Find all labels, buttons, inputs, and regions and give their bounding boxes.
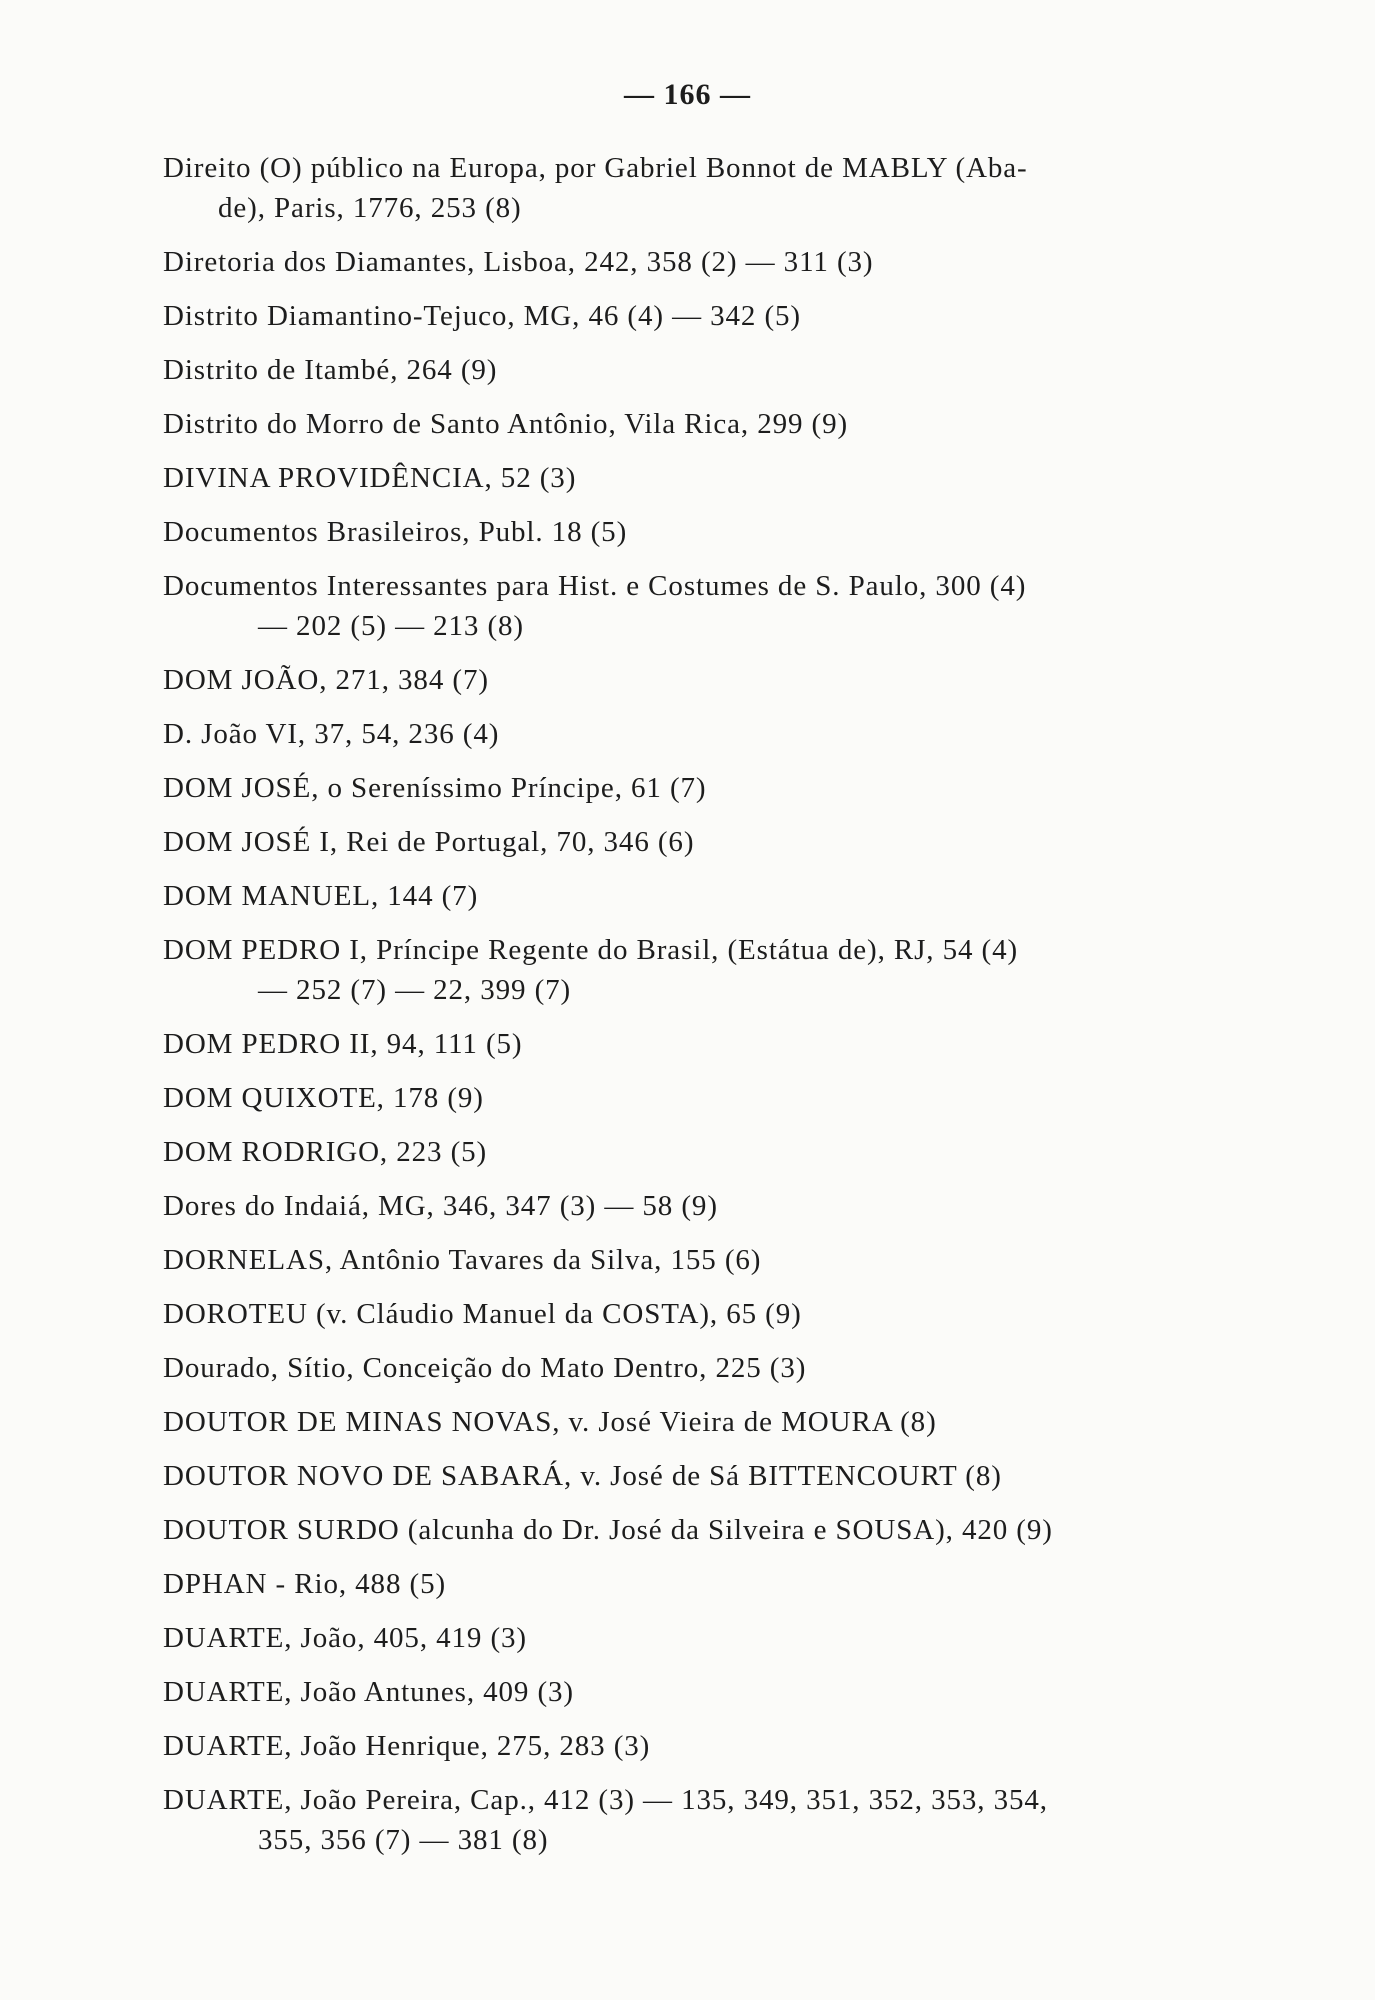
index-entry xyxy=(163,822,1203,862)
index-entry-text: Dourado, Sítio, Conceição do Mato Dentro, 225 (3) xyxy=(163,1352,807,1384)
index-entry-text: DUARTE, João Pereira, Cap., 412 (3) — 135, 349, 351, 352, 353, 354, xyxy=(163,1784,1048,1816)
index-entry xyxy=(163,1024,1203,1064)
index-entry xyxy=(163,1510,1203,1550)
page-number: — 166 — xyxy=(624,78,751,111)
index-entry-text: DOUTOR NOVO DE SABARÁ, v. José de Sá BITTENCOURT (8) xyxy=(163,1460,1002,1492)
index-entry xyxy=(163,1348,1203,1388)
index-entry xyxy=(163,1672,1203,1712)
index-entry xyxy=(163,512,1203,552)
index-entry-text: Distrito de Itambé, 264 (9) xyxy=(163,354,498,386)
index-entry xyxy=(163,1132,1203,1172)
index-entry-text: DOUTOR DE MINAS NOVAS, v. José Vieira de MOURA (8) xyxy=(163,1406,937,1438)
index-entry-text: DOM JOSÉ, o Sereníssimo Príncipe, 61 (7) xyxy=(163,772,707,804)
index-entry xyxy=(163,404,1203,444)
index-entry xyxy=(163,242,1203,282)
index-entry-text: DPHAN - Rio, 488 (5) xyxy=(163,1568,447,1600)
index-entry-text: DOROTEU (v. Cláudio Manuel da COSTA), 65 (9) xyxy=(163,1298,802,1330)
index-entry xyxy=(163,1294,1203,1334)
index-entry xyxy=(163,148,1203,228)
index-entry-continuation: — 202 (5) — 213 (8) xyxy=(258,610,524,642)
index-entry-text: Dores do Indaiá, MG, 346, 347 (3) — 58 (9) xyxy=(163,1190,718,1222)
index-entry-text: DOM JOÃO, 271, 384 (7) xyxy=(163,664,489,696)
index-entry xyxy=(163,1564,1203,1604)
index-entry xyxy=(163,1402,1203,1442)
index-entry xyxy=(163,566,1203,646)
index-entry-text: DOM PEDRO II, 94, 111 (5) xyxy=(163,1028,523,1060)
index-entry xyxy=(163,1186,1203,1226)
index-entry-text: DOM RODRIGO, 223 (5) xyxy=(163,1136,488,1168)
index-entry xyxy=(163,1726,1203,1766)
index-entry xyxy=(163,930,1203,1010)
index-entry xyxy=(163,1456,1203,1496)
index-entry xyxy=(163,768,1203,808)
index-entry-text: DUARTE, João Henrique, 275, 283 (3) xyxy=(163,1730,651,1762)
index-entry-text: DORNELAS, Antônio Tavares da Silva, 155 (6) xyxy=(163,1244,762,1276)
index-entry-text: DOM MANUEL, 144 (7) xyxy=(163,880,479,912)
index-entry-text: Distrito do Morro de Santo Antônio, Vila Rica, 299 (9) xyxy=(163,408,849,440)
index-entry-text: D. João VI, 37, 54, 236 (4) xyxy=(163,718,500,750)
index-entry-text: Documentos Brasileiros, Publ. 18 (5) xyxy=(163,516,628,548)
index-entry xyxy=(163,350,1203,390)
index-entry-text: DIVINA PROVIDÊNCIA, 52 (3) xyxy=(163,462,577,494)
index-entry-text: DOM JOSÉ I, Rei de Portugal, 70, 346 (6) xyxy=(163,826,695,858)
index-entry xyxy=(163,660,1203,700)
index-entry-text: Documentos Interessantes para Hist. e Costumes de S. Paulo, 300 (4) xyxy=(163,570,1027,602)
index-entry xyxy=(163,1618,1203,1658)
index-entries xyxy=(163,148,1203,1874)
index-entry xyxy=(163,1780,1203,1860)
index-entry-text: Diretoria dos Diamantes, Lisboa, 242, 358 (2) — 311 (3) xyxy=(163,246,874,278)
index-entry-text: Direito (O) público na Europa, por Gabriel Bonnot de MABLY (Aba- xyxy=(163,152,1028,184)
index-entry-text: DUARTE, João Antunes, 409 (3) xyxy=(163,1676,574,1708)
index-entry-text: DOUTOR SURDO (alcunha do Dr. José da Silveira e SOUSA), 420 (9) xyxy=(163,1514,1053,1546)
index-entry-continuation: — 252 (7) — 22, 399 (7) xyxy=(258,974,572,1006)
index-entry xyxy=(163,458,1203,498)
index-entry-continuation: de), Paris, 1776, 253 (8) xyxy=(218,192,522,224)
index-entry-continuation: 355, 356 (7) — 381 (8) xyxy=(258,1824,549,1856)
index-entry-text: Distrito Diamantino-Tejuco, MG, 46 (4) — 342 (5) xyxy=(163,300,801,332)
index-entry xyxy=(163,1078,1203,1118)
index-entry-text: DOM PEDRO I, Príncipe Regente do Brasil, (Estátua de), RJ, 54 (4) xyxy=(163,934,1019,966)
index-entry xyxy=(163,876,1203,916)
index-entry xyxy=(163,714,1203,754)
index-entry-text: DOM QUIXOTE, 178 (9) xyxy=(163,1082,484,1114)
index-entry xyxy=(163,1240,1203,1280)
index-entry xyxy=(163,296,1203,336)
index-entry-text: DUARTE, João, 405, 419 (3) xyxy=(163,1622,527,1654)
